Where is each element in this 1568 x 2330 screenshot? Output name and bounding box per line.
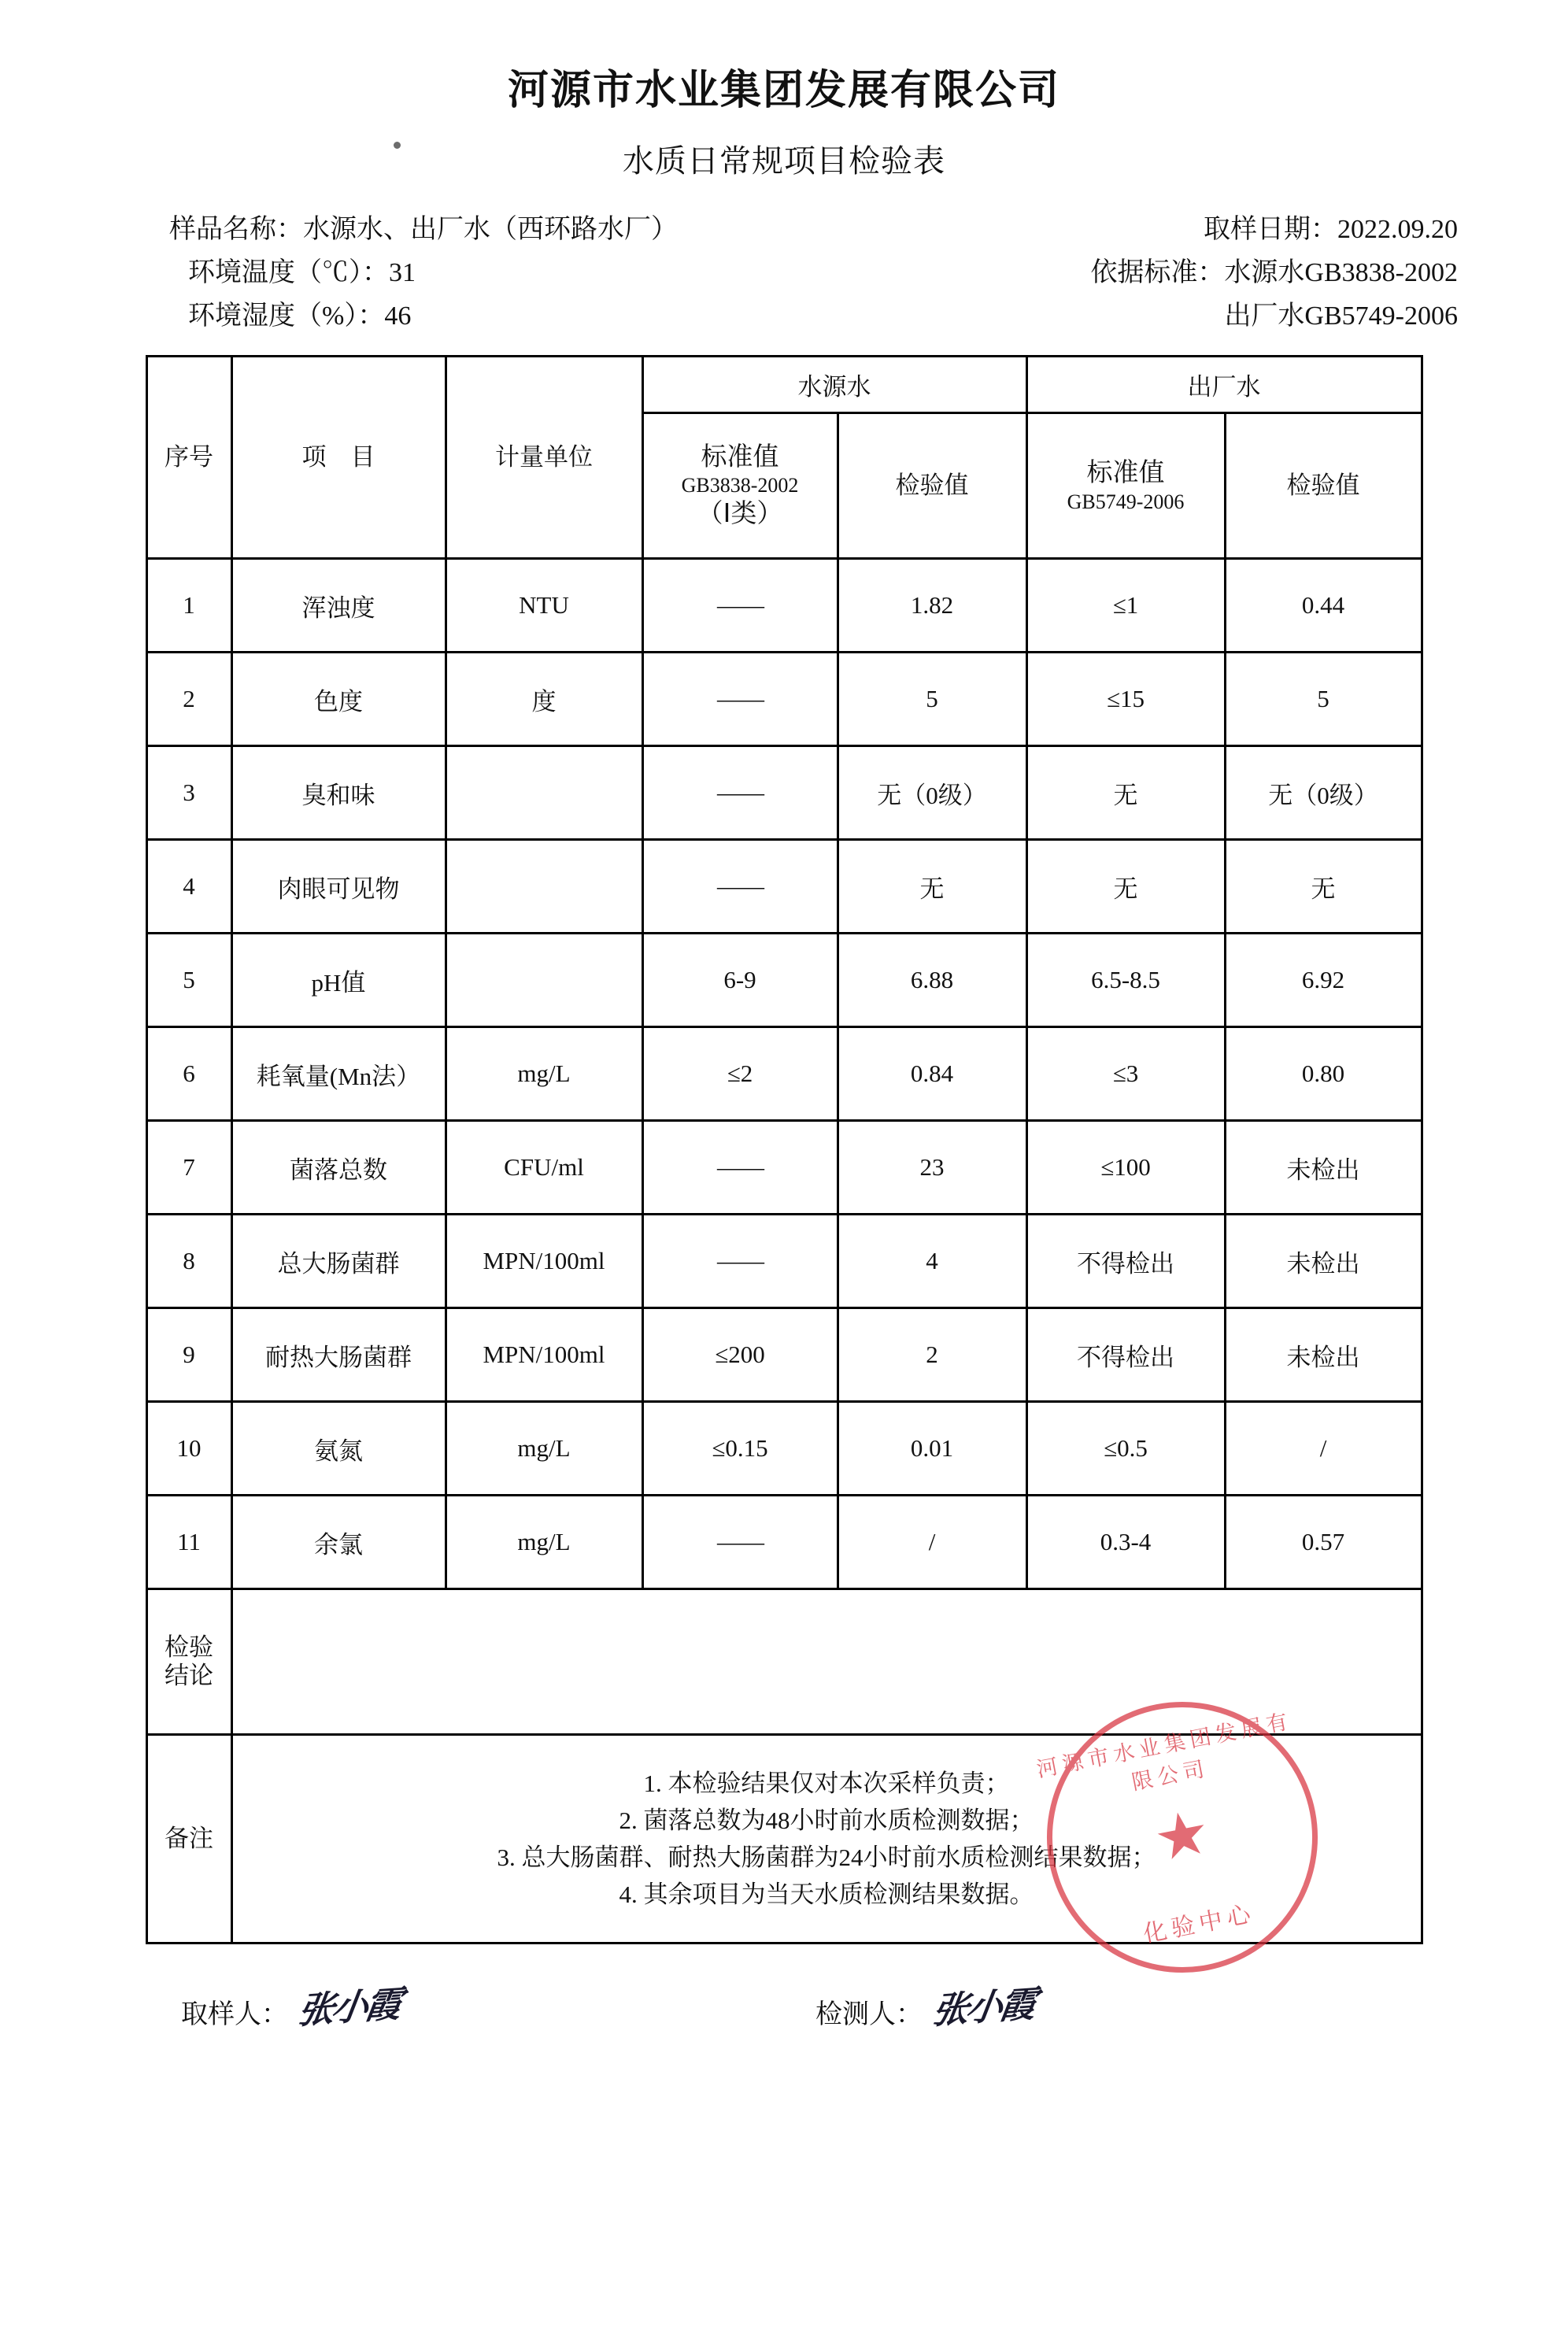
tester-label: 检测人： [815, 2000, 923, 2030]
row-item: 菌落总数 [231, 1121, 446, 1215]
row-source-standard: —— [642, 653, 838, 746]
conclusion-text [231, 1589, 1422, 1735]
header-source-standard-line1: 标准值 [701, 443, 779, 472]
conclusion-label-line2: 结论 [165, 1662, 213, 1690]
row-output-standard: ≤1 [1026, 559, 1225, 653]
table-row [146, 653, 1422, 746]
table-row [146, 934, 1422, 1027]
conclusion-label [146, 1589, 231, 1735]
table-row [146, 1496, 1422, 1589]
row-output-standard: 不得检出 [1026, 1215, 1225, 1308]
row-source-standard: —— [642, 1215, 838, 1308]
row-source-standard: —— [642, 840, 838, 934]
header-item: 项 目 [231, 357, 446, 559]
standard-basis-label: 依据标准：水源水GB3838-2002 [1090, 258, 1458, 288]
header-source-standard [642, 413, 838, 559]
sample-name-label: 样品名称：水源水、出厂水（西环路水厂） [169, 215, 678, 244]
row-source-standard: ≤200 [642, 1308, 838, 1402]
row-no: 7 [146, 1121, 231, 1215]
row-no: 10 [146, 1402, 231, 1496]
row-source-value: 0.01 [838, 1402, 1026, 1496]
row-item: pH值 [231, 934, 446, 1027]
row-output-value: 无 [1225, 840, 1422, 934]
row-source-value: 无（0级） [838, 746, 1026, 840]
company-title: 河源市水业集团发展有限公司 [507, 68, 1060, 113]
row-source-value: 23 [838, 1121, 1026, 1215]
row-item: 臭和味 [231, 746, 446, 840]
row-source-standard: ≤0.15 [642, 1402, 838, 1496]
row-output-standard: 不得检出 [1026, 1308, 1225, 1402]
seal-arc-bottom-text: 化验中心 [1141, 1900, 1258, 1948]
row-output-standard: ≤100 [1026, 1121, 1225, 1215]
header-output-value: 检验值 [1225, 413, 1422, 559]
row-no: 4 [146, 840, 231, 934]
sampler-signature-block [181, 1979, 402, 2032]
row-source-value: 6.88 [838, 934, 1026, 1027]
conclusion-label-line1: 检验 [165, 1633, 213, 1661]
report-meta [0, 208, 1568, 338]
row-no: 5 [146, 934, 231, 1027]
conclusion-row [146, 1589, 1422, 1735]
row-no: 6 [146, 1027, 231, 1121]
row-unit [446, 840, 642, 934]
row-output-value: 0.57 [1225, 1496, 1422, 1589]
remark-line-3: 3. 总大肠菌群、耐热大肠菌群为24小时前水质检测结果数据； [497, 1844, 1156, 1872]
row-item: 耐热大肠菌群 [231, 1308, 446, 1402]
row-unit: mg/L [446, 1402, 642, 1496]
sampler-label: 取样人： [181, 2000, 288, 2030]
report-page [0, 57, 1568, 2330]
table-row [146, 559, 1422, 653]
tester-signature-block [815, 1979, 1037, 2032]
signature-area [146, 1979, 1422, 2031]
row-output-value: 无（0级） [1225, 746, 1422, 840]
row-output-standard: 无 [1026, 840, 1225, 934]
row-item: 肉眼可见物 [231, 840, 446, 934]
row-output-standard: 0.3-4 [1026, 1496, 1225, 1589]
table-row [146, 840, 1422, 934]
header-group-output-water: 出厂水 [1026, 357, 1422, 413]
row-unit: mg/L [446, 1027, 642, 1121]
stray-ink-mark [394, 142, 401, 149]
row-no: 9 [146, 1308, 231, 1402]
row-output-value: 0.44 [1225, 559, 1422, 653]
environment-humidity-label: 环境湿度（%）：46 [188, 301, 412, 331]
remark-line-4: 4. 其余项目为当天水质检测结果数据。 [619, 1881, 1034, 1909]
row-output-value: 未检出 [1225, 1215, 1422, 1308]
row-no: 1 [146, 559, 231, 653]
table-row [146, 746, 1422, 840]
row-source-value: 0.84 [838, 1027, 1026, 1121]
row-source-value: 2 [838, 1308, 1026, 1402]
row-source-standard: —— [642, 746, 838, 840]
row-item: 耗氧量(Mn法） [231, 1027, 446, 1121]
sampler-signature: 张小霞 [294, 1982, 402, 2032]
row-source-standard: —— [642, 559, 838, 653]
row-unit: mg/L [446, 1496, 642, 1589]
row-item: 浑浊度 [231, 559, 446, 653]
row-output-standard: ≤15 [1026, 653, 1225, 746]
standard-basis-label-2: 出厂水GB5749-2006 [1224, 301, 1458, 331]
row-output-value: 6.92 [1225, 934, 1422, 1027]
row-output-value: 未检出 [1225, 1121, 1422, 1215]
row-output-value: / [1225, 1402, 1422, 1496]
remark-line-1: 1. 本检验结果仅对本次采样负责； [643, 1770, 1010, 1798]
remark-line-2: 2. 菌落总数为48小时前水质检测数据； [619, 1807, 1034, 1835]
table-row [146, 1215, 1422, 1308]
row-source-standard: ≤2 [642, 1027, 838, 1121]
row-output-standard: 6.5-8.5 [1026, 934, 1225, 1027]
remark-list [236, 1765, 1418, 1913]
row-source-value: 4 [838, 1215, 1026, 1308]
row-output-value: 0.80 [1225, 1027, 1422, 1121]
row-no: 3 [146, 746, 231, 840]
row-item: 色度 [231, 653, 446, 746]
row-output-standard: 无 [1026, 746, 1225, 840]
row-source-value: 无 [838, 840, 1026, 934]
remark-row [146, 1735, 1422, 1944]
row-item: 余氯 [231, 1496, 446, 1589]
row-unit [446, 934, 642, 1027]
row-output-standard: ≤3 [1026, 1027, 1225, 1121]
table-row [146, 1027, 1422, 1121]
star-icon: ★ [1148, 1796, 1216, 1875]
row-output-value: 未检出 [1225, 1308, 1422, 1402]
header-output-standard [1026, 413, 1225, 559]
table-header-group-row [146, 357, 1422, 413]
header-no: 序号 [146, 357, 231, 559]
header-output-standard-line2: GB5749-2006 [1067, 490, 1185, 513]
row-source-standard: —— [642, 1121, 838, 1215]
remark-label: 备注 [146, 1735, 231, 1944]
row-unit: NTU [446, 559, 642, 653]
row-unit: MPN/100ml [446, 1308, 642, 1402]
row-no: 2 [146, 653, 231, 746]
row-no: 11 [146, 1496, 231, 1589]
row-unit: MPN/100ml [446, 1215, 642, 1308]
seal-arc-top-text: 河源市水业集团发展有限公司 [1034, 1708, 1295, 1795]
row-no: 8 [146, 1215, 231, 1308]
header-source-standard-line3: （Ⅰ类） [697, 500, 783, 529]
row-source-value: / [838, 1496, 1026, 1589]
meta-row-temperature [169, 251, 1458, 294]
row-source-standard: 6-9 [642, 934, 838, 1027]
header-group-source-water: 水源水 [642, 357, 1026, 413]
table-row [146, 1402, 1422, 1496]
meta-row-sample [169, 208, 1458, 251]
row-unit: CFU/ml [446, 1121, 642, 1215]
sample-date-label: 取样日期：2022.09.20 [1204, 215, 1458, 244]
header-unit: 计量单位 [446, 357, 642, 559]
remark-text [231, 1735, 1422, 1944]
water-quality-table [146, 355, 1423, 1944]
row-unit: 度 [446, 653, 642, 746]
row-source-standard: —— [642, 1496, 838, 1589]
row-unit [446, 746, 642, 840]
row-source-value: 5 [838, 653, 1026, 746]
meta-row-humidity [169, 294, 1458, 338]
header-output-standard-line1: 标准值 [1086, 459, 1165, 488]
environment-temperature-label: 环境温度（℃）：31 [188, 258, 416, 288]
table-body [146, 559, 1422, 1944]
row-item: 总大肠菌群 [231, 1215, 446, 1308]
row-item: 氨氮 [231, 1402, 446, 1496]
table-row [146, 1121, 1422, 1215]
header-source-standard-line2: GB3838-2002 [681, 474, 799, 497]
row-output-standard: ≤0.5 [1026, 1402, 1225, 1496]
table-row [146, 1308, 1422, 1402]
report-title: 水质日常规项目检验表 [623, 143, 945, 179]
row-source-value: 1.82 [838, 559, 1026, 653]
tester-signature: 张小霞 [929, 1982, 1037, 2032]
header-source-value: 检验值 [838, 413, 1026, 559]
row-output-value: 5 [1225, 653, 1422, 746]
